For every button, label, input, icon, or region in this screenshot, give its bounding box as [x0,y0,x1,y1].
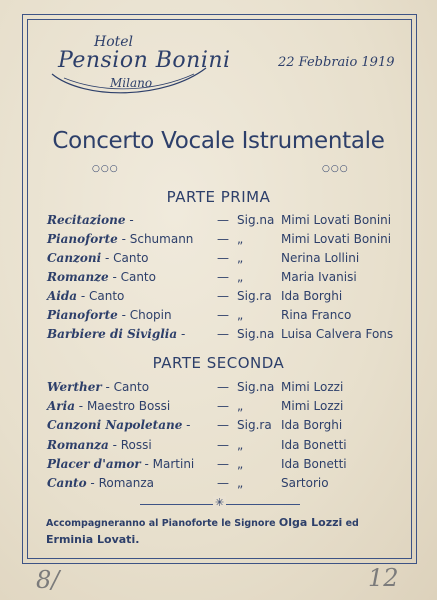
performer-name: Mimi Lozzi [281,399,344,414]
program-row [47,232,407,250]
accompaniment-note [46,515,406,549]
concert-date: 22 Febbraio 1919 [278,55,395,70]
program-row [47,418,407,436]
performer-title: „ [237,232,244,246]
program-row [47,476,407,494]
piece-detail: Canto [89,289,125,303]
piece-name: Romanze [47,270,109,284]
performer-title: „ [237,437,244,452]
piece-name: Canzoni [47,251,102,265]
note-conjunction: ed [345,518,359,529]
note-name-2: Erminia Lovati. [46,533,140,546]
program-row [47,308,407,326]
program-piece: Aria - Maestro Bossi [47,399,171,414]
page-title: Concerto Vocale Istrumentale [52,128,385,154]
row-dash: — [217,456,229,471]
program-piece: Pianoforte - Chopin [47,308,172,322]
ornament-dots-right: ○○○ [322,164,349,174]
program-piece: Canzoni Napoletane - [47,418,191,433]
piece-detail: Rossi [120,437,152,452]
performer-name: Nerina Lollini [281,251,360,265]
row-dash: — [217,418,229,433]
piece-detail: Canto [113,251,149,265]
piece-detail: Chopin [129,308,172,322]
piece-name: Canzoni Napoletane [47,418,183,433]
handwritten-mark-right: 12 [368,564,399,592]
piece-name: Recitazione [47,213,126,227]
program-piece: Barbiere di Siviglia - [47,327,186,341]
section-heading-parte-prima: PARTE PRIMA [166,188,271,206]
handwritten-mark-left: 8/ [36,566,60,594]
performer-title: Sig.na [237,213,275,227]
performer-name: Mimi Lovati Bonini [281,213,392,227]
program-piece: Werther - Canto [47,380,150,394]
performer-name: Rina Franco [281,308,352,322]
row-dash: — [217,308,229,322]
piece-detail: Maestro Bossi [86,399,171,414]
program-row [47,270,407,288]
row-dash: — [217,327,229,341]
performer-title: „ [237,399,244,414]
row-dash: — [217,476,229,490]
piece-detail: Canto [113,380,150,394]
piece-name: Barbiere di Siviglia [47,327,178,341]
program-piece: Recitazione - [47,213,134,227]
hotel-logo [44,30,231,104]
logo-hotel-text: Hotel [94,34,134,50]
performer-title: „ [237,251,244,265]
piece-name: Aria [47,399,75,414]
program-row [47,380,407,398]
logo-pension-text: Pension Bonini [58,48,231,73]
performer-name: Mimi Lovati Bonini [281,232,392,246]
section-heading-parte-seconda: PARTE SECONDA [152,354,285,372]
row-dash: — [217,380,229,394]
note-prefix: Accompagneranno al Pianoforte le Signore [46,518,276,529]
divider-star: ✳ [215,496,225,509]
performer-title: „ [237,308,244,322]
row-dash: — [217,213,229,227]
performer-name: Mimi Lozzi [281,380,344,394]
piece-name: Aida [47,289,78,303]
performer-name: Luisa Calvera Fons [281,327,394,341]
performer-title: „ [237,456,244,471]
performer-title: Sig.ra [237,418,272,433]
piece-detail: Schumann [129,232,194,246]
performer-title: Sig.na [237,327,275,341]
piece-detail: Martini [152,456,195,471]
program-piece: Aida - Canto [47,289,125,303]
piece-name: Pianoforte [47,232,118,246]
row-dash: — [217,232,229,246]
program-row [47,289,407,307]
program-piece: Romanze - Canto [47,270,156,284]
program-row [47,457,407,475]
program-piece: Romanza - Rossi [47,437,152,452]
row-dash: — [217,289,229,303]
piece-name: Pianoforte [47,308,118,322]
program-piece: Placer d'amor - Martini [47,456,195,471]
program-row [47,213,407,231]
row-dash: — [217,399,229,414]
performer-title: Sig.na [237,380,275,394]
performer-name: Ida Borghi [281,289,343,303]
piece-detail: Romanza [98,476,155,490]
program-row [47,251,407,269]
program-piece: Canzoni - Canto [47,251,149,265]
row-dash: — [217,437,229,452]
row-dash: — [217,251,229,265]
performer-name: Sartorio [281,476,329,490]
performer-name: Ida Bonetti [281,437,347,452]
program-piece: Canto - Romanza [47,476,155,490]
ornament-dots-left: ○○○ [92,164,119,174]
performer-name: Ida Borghi [281,418,343,433]
note-name-1: Olga Lozzi [278,516,343,529]
piece-name: Werther [47,380,102,394]
performer-name: Maria Ivanisi [281,270,357,284]
piece-name: Canto [47,476,87,490]
program-piece: Pianoforte - Schumann [47,232,194,246]
piece-name: Placer d'amor [47,456,141,471]
program-row [47,327,407,345]
performer-title: „ [237,476,244,490]
piece-detail: Canto [120,270,156,284]
program-row [47,438,407,456]
program-row [47,399,407,417]
logo-city-text: Milano [110,76,153,90]
piece-name: Romanza [47,437,109,452]
performer-title: Sig.ra [237,289,272,303]
row-dash: — [217,270,229,284]
performer-title: „ [237,270,244,284]
performer-name: Ida Bonetti [281,456,347,471]
